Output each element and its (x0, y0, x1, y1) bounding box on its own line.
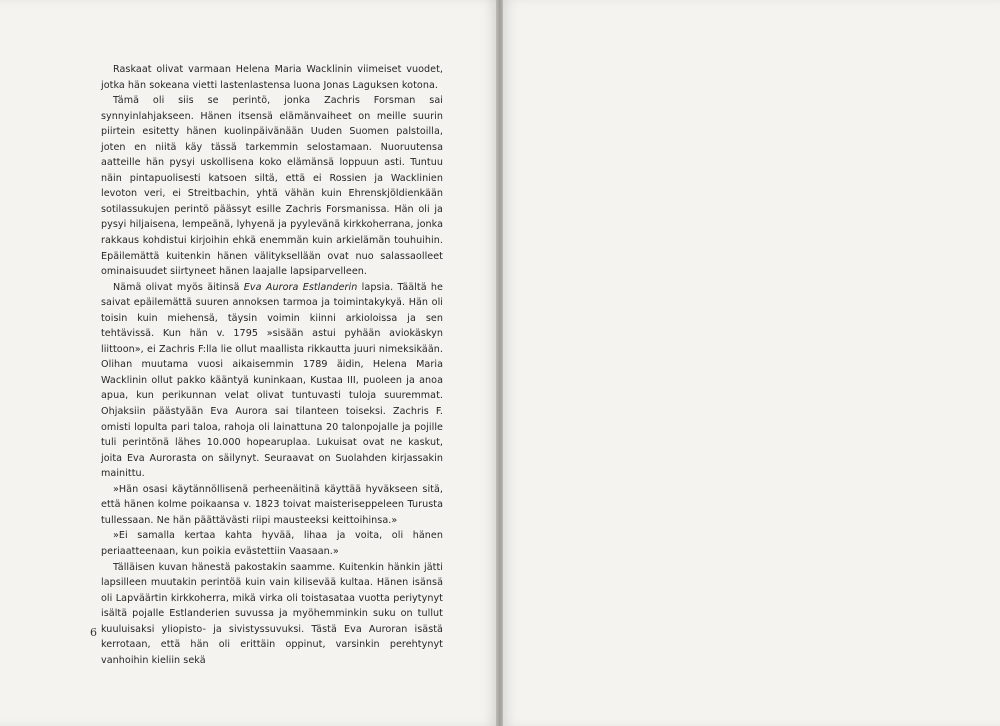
left-page-number: 6 (90, 626, 97, 639)
left-page-text (101, 62, 443, 668)
text-run: Nämä olivat myös äitinsä (113, 281, 244, 293)
text-run: Tämä oli siis se perintö, jonka Zachris Forsman sai synnyinlahjakseen. Hänen itsensä elämänvaiheet on meille suurin piirtein esitetty hänen kuolinpäivänään Uuden Suomen palstoilla, joten en niitä käy tässä tarkemmin selostamaan. Nuoruutensa aatteille hän pysyi uskollisena koko elämänsä loppuun asti. Tuntuu näin pintapuolisesti katsoen siltä, että ei Rossien ja Wacklinien levoton veri, ei Streitbachin, yhtä vähän kuin Ehrenskjöldienkään sotilassukujen perintö päässyt esille Zachris Forsmanissa. Hän oli ja pysyi hiljaisena, lempeänä, lyhyenä ja pyylevänä kirkkoherrana, jonka rakkaus kohdistui kirjoihin ehkä enemmän kuin arkielämän touhuihin. Epäilemättä kuitenkin hänen välityksellään ovat nuo salassaolleet ominaisuudet siirtyneet hänen laajalle lapsiparvelleen. (101, 95, 443, 278)
text-run: lapsia. Täältä he saivat epäilemättä suuren annoksen tarmoa ja toimintakykyä. Hän oli toisin kuin miehensä, täysin voimin kiinni arkioloissa ja sen tehtävissä. Kun hän v. 1795 »sisään astui pyhään aviokäskyn liittoon», ei Zachris F:lla lie ollut maallista rikkautta juuri nimeksikään. Olihan muutama vuosi aikaisemmin 1789 äidin, Helena Maria Wacklinin ollut pakko kääntyä kuninkaan, Kustaa III, puoleen ja anoa apua, kun perikunnan velat olivat tuntuvasti tuloja suuremmat. Ohjaksiin päästyään Eva Aurora sai tilanteen toiseksi. Zachris F. omisti lopulta pari taloa, rahoja oli lainattuna 20 talonpojalle ja pojille tuli perintönä lähes 10.000 hopearuplaa. Lukuisat ovat ne kaskut, joita Eva Aurorasta on säilynyt. Seuraavat on Suolahden kirjassakin mainittu. (101, 281, 443, 480)
text-run: Tälläisen kuvan hänestä pakostakin saamme. Kuitenkin hänkin jätti lapsilleen muutakin perintöä kuin vain kilisevää kultaa. Hänen isänsä oli Lapväärtin kirkkoherra, mikä virka oli toistasataa vuotta periytynyt isältä pojalle Estlanderien suvussa ja myöhemminkin suku on tullut kuuluisaksi yliopisto- ja sivistyssuvuksi. Tästä Eva Auroran isästä kerrotaan, että hän oli erittäin oppinut, varsinkin perehtynyt vanhoihin kieliin sekä (101, 561, 443, 666)
paragraph (101, 62, 443, 93)
paragraph (101, 528, 443, 559)
left-page (0, 0, 497, 726)
paragraph (101, 93, 443, 280)
paragraph (101, 482, 443, 529)
paragraph (101, 280, 443, 482)
italic-name: Eva Aurora Estlanderin (243, 281, 358, 293)
right-page (503, 0, 1000, 726)
text-run: Raskaat olivat varmaan Helena Maria Wacklinin viimeiset vuodet, jotka hän sokeana vietti lastenlastensa luona Jonas Laguksen kotona. (101, 64, 443, 91)
text-run: »Ei samalla kertaa kahta hyvää, lihaa ja voita, oli hänen periaatteenaan, kun poikia evästettiin Vaasaan.» (101, 530, 443, 557)
text-run: »Hän osasi käytännöllisenä perheenäitinä käyttää hyväkseen sitä, että hänen kolme poikaansa v. 1823 toivat maisteriseppeleen Turusta tullessaan. Ne hän päättävästi riipi mausteeksi keittoihinsa.» (101, 483, 443, 526)
paragraph (101, 560, 443, 669)
